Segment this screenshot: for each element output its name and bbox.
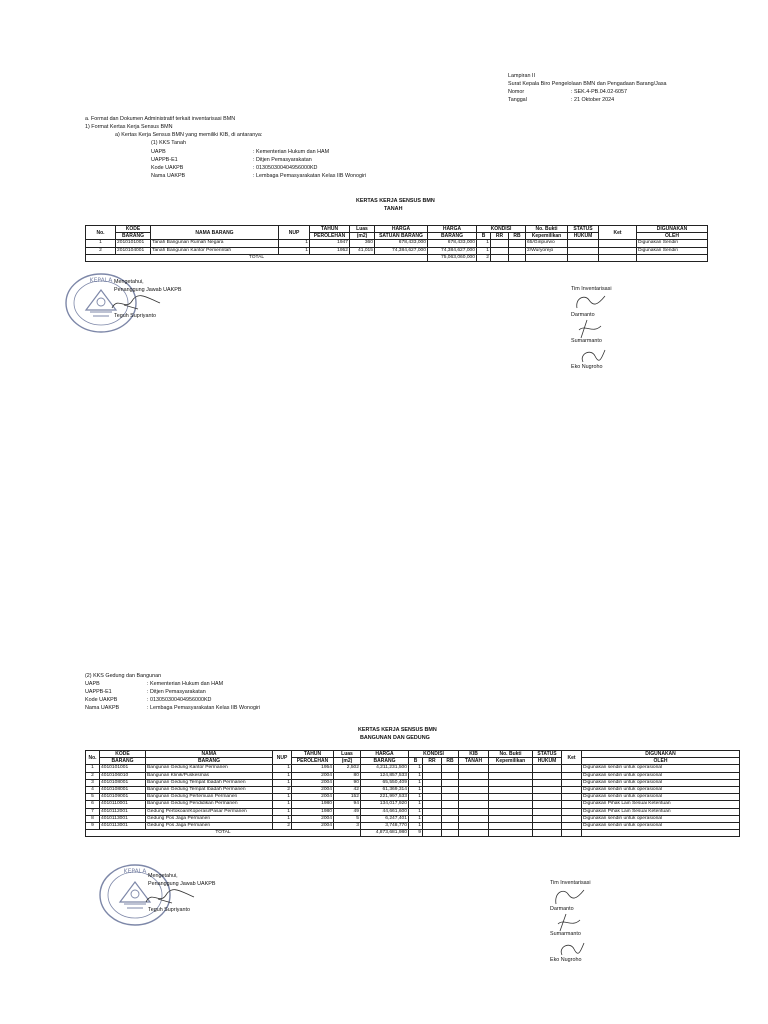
cell-empty xyxy=(489,815,533,822)
cell-digunakan: Digunakan sendiri untuk operasional xyxy=(582,815,740,822)
cell-empty xyxy=(423,772,442,779)
cell-rb xyxy=(509,247,526,254)
th-nama: NAMA BARANG xyxy=(151,226,279,240)
nomor-label: Nomor xyxy=(508,89,525,95)
cell-nup: 1 xyxy=(279,240,310,247)
th-nup: NUP xyxy=(273,751,292,765)
th-ket: Ket xyxy=(562,751,582,765)
cell-harga: 74,384,627,000 xyxy=(428,247,477,254)
cell-kode: 2010104001 xyxy=(116,247,151,254)
th-bukti: No. Bukti xyxy=(489,751,533,758)
th-luas-2: (m2) xyxy=(334,758,361,765)
signature-eko xyxy=(571,344,611,364)
cell-no: 8 xyxy=(86,815,100,822)
cell-no: 1 xyxy=(86,240,116,247)
cell-b: 1 xyxy=(409,779,423,786)
th-ket: Ket xyxy=(599,226,637,240)
total-b: 9 xyxy=(409,830,423,837)
intro-kks-tanah: (1) KKS Tanah xyxy=(151,140,186,146)
th-harga: HARGA xyxy=(428,226,477,233)
th-tahun: TAHUN xyxy=(310,226,350,233)
cell-empty xyxy=(533,779,562,786)
cell-empty xyxy=(423,765,442,772)
info-label: UAPB xyxy=(151,149,166,155)
cell-harga: 678,433,000 xyxy=(428,240,477,247)
member-name: Sumarmanto xyxy=(550,931,581,937)
cell-b: 1 xyxy=(409,815,423,822)
th-rr: RR xyxy=(423,758,442,765)
cell-no: 2 xyxy=(86,247,116,254)
surat-title: Surat Kepala Biro Pengelolaan BMN dan Pengadaan Barang/Jasa xyxy=(508,81,667,87)
cell-kode: 4010106010 xyxy=(100,772,146,779)
signature-teguh xyxy=(142,887,198,907)
th-kode-2: BARANG xyxy=(100,758,146,765)
cell-tahun: 2004 xyxy=(292,787,334,794)
gedung-title: KERTAS KERJA SENSUS BMN xyxy=(358,727,437,733)
cell-empty xyxy=(489,772,533,779)
signature-teguh xyxy=(108,293,164,313)
info-label: Nama UAKPB xyxy=(85,705,120,711)
cell-luas: 80 xyxy=(334,772,361,779)
cell-harga: 124,857,533 xyxy=(361,772,409,779)
cell-empty xyxy=(423,815,442,822)
cell-bukti: 2/Wuryorejo xyxy=(526,247,568,254)
info-label: UAPPB-E1 xyxy=(85,689,112,695)
cell-empty xyxy=(489,765,533,772)
th-nup: NUP xyxy=(279,226,310,240)
cell-b: 1 xyxy=(409,801,423,808)
th-status: STATUS xyxy=(533,751,562,758)
cell-empty xyxy=(562,772,582,779)
total-row xyxy=(86,254,708,261)
th-no: No. xyxy=(86,751,100,765)
cell-harga: 44,661,600 xyxy=(361,808,409,815)
cell-empty xyxy=(562,808,582,815)
th-kode: KODE xyxy=(100,751,146,758)
cell-b: 1 xyxy=(409,794,423,801)
cell-rr xyxy=(491,247,509,254)
cell-luas: 152 xyxy=(334,794,361,801)
penanggung-label: Penanggung Jawab UAKPB xyxy=(148,881,216,887)
cell-ket xyxy=(599,240,637,247)
cell-no: 3 xyxy=(86,779,100,786)
cell-empty xyxy=(459,772,489,779)
cell-luas: 2,502 xyxy=(334,765,361,772)
cell-nup: 1 xyxy=(273,801,292,808)
cell-nama: Bangunan Klinik/Puskesmas xyxy=(146,772,273,779)
th-nama-2: BARANG xyxy=(146,758,273,765)
total-harga: 75,063,060,000 xyxy=(428,254,477,261)
th-nama: NAMA xyxy=(146,751,273,758)
th-luas: Luas xyxy=(350,226,375,233)
cell-empty xyxy=(459,787,489,794)
total-label: TOTAL xyxy=(86,830,361,837)
cell-tahun: 2004 xyxy=(292,779,334,786)
th-tahun-2: PEROLEHAN xyxy=(292,758,334,765)
cell-empty xyxy=(423,779,442,786)
cell-kode: 4010108001 xyxy=(100,787,146,794)
total-label: TOTAL xyxy=(86,254,428,261)
cell-nup: 1 xyxy=(273,772,292,779)
cell-tahun: 2004 xyxy=(292,815,334,822)
cell-ket xyxy=(599,247,637,254)
mengetahui-label: Mengetahui, xyxy=(114,279,144,285)
cell-tahun: 2004 xyxy=(292,794,334,801)
th-harga-satuan: HARGA xyxy=(375,226,428,233)
info-value: : Ditjen Pemasyarakatan xyxy=(253,157,312,163)
table-row xyxy=(86,815,740,822)
th-kode: KODE xyxy=(116,226,151,233)
th-harga-satuan-2: SATUAN BARANG xyxy=(375,233,428,240)
intro-line-1: 1) Format Kertas Kerja Sensus BMN xyxy=(85,124,173,130)
cell-rr xyxy=(491,240,509,247)
cell-status xyxy=(568,247,599,254)
member-name: Sumarmanto xyxy=(571,338,602,344)
table-row xyxy=(86,787,740,794)
th-digunakan: DIGUNAKAN xyxy=(582,751,740,758)
cell-empty xyxy=(533,808,562,815)
cell-no: 4 xyxy=(86,787,100,794)
cell-luas: 5 xyxy=(334,815,361,822)
cell-empty xyxy=(562,779,582,786)
cell-empty xyxy=(423,801,442,808)
cell-digunakan: Digunakan Pihak Lain Sesuai Ketentuan xyxy=(582,808,740,815)
cell-empty xyxy=(489,801,533,808)
lampiran-label: Lampiran II xyxy=(508,73,535,79)
signature-sumarmanto xyxy=(571,318,611,340)
penanggung-name: Teguh Supriyanto xyxy=(148,907,190,913)
cell-empty xyxy=(533,794,562,801)
cell-rb xyxy=(509,240,526,247)
cell-nama: Bangunan Gedung Kantor Permanen xyxy=(146,765,273,772)
signature-darmanto xyxy=(550,886,590,906)
cell-kode: 4010113001 xyxy=(100,823,146,830)
cell-empty xyxy=(533,787,562,794)
cell-kode: 4010113001 xyxy=(100,815,146,822)
th-kib-2: TANAH xyxy=(459,758,489,765)
cell-nama: Gedung Pos Jaga Permanen xyxy=(146,815,273,822)
cell-tahun: 1947 xyxy=(310,240,350,247)
cell-empty xyxy=(562,823,582,830)
th-tahun-2: PEROLEHAN xyxy=(310,233,350,240)
cell-digunakan: Digunakan sendiri untuk operasional xyxy=(582,787,740,794)
cell-empty xyxy=(562,815,582,822)
cell-harga: 4,211,231,500 xyxy=(361,765,409,772)
kks-gedung-label: (2) KKS Gedung dan Bangunan xyxy=(85,673,162,679)
cell-kode: 2010101001 xyxy=(116,240,151,247)
cell-empty xyxy=(459,815,489,822)
cell-empty xyxy=(489,787,533,794)
th-status: STATUS xyxy=(568,226,599,233)
info-label: UAPPB-E1 xyxy=(151,157,178,163)
info-value: : Kementerian Hukum dan HAM xyxy=(147,681,224,687)
cell-empty xyxy=(489,794,533,801)
cell-nama: Bangunan Gedung Tempat Ibadah Permanen xyxy=(146,779,273,786)
cell-luas: 41,015 xyxy=(350,247,375,254)
th-kode-2: BARANG xyxy=(116,233,151,240)
cell-nup: 1 xyxy=(273,794,292,801)
tanah-subtitle: TANAH xyxy=(384,206,403,212)
tanah-title: KERTAS KERJA SENSUS BMN xyxy=(356,198,435,204)
cell-no: 1 xyxy=(86,765,100,772)
cell-harga: 134,017,920 xyxy=(361,801,409,808)
cell-empty xyxy=(423,787,442,794)
cell-empty xyxy=(459,765,489,772)
table-row xyxy=(86,247,708,254)
cell-nup: 1 xyxy=(273,815,292,822)
th-kondisi: KONDISI xyxy=(477,226,526,233)
cell-harga: 61,369,314 xyxy=(361,787,409,794)
cell-harga: 221,997,533 xyxy=(361,794,409,801)
th-rb: RB xyxy=(442,758,459,765)
intro-line-a: a. Format dan Dokumen Administratif terkait inventarisasi BMN xyxy=(85,116,236,122)
info-value: : Ditjen Pemasyarakatan xyxy=(147,689,206,695)
cell-empty xyxy=(442,823,459,830)
seal-text: KEPALA xyxy=(123,868,147,875)
th-status-2: HUKUM xyxy=(568,233,599,240)
table-row xyxy=(86,240,708,247)
cell-luas: 90 xyxy=(334,779,361,786)
cell-digunakan: Digunakan Sendiri xyxy=(637,247,708,254)
total-harga: 4,873,681,980 xyxy=(361,830,409,837)
cell-luas: 3 xyxy=(334,823,361,830)
cell-tahun: 1954 xyxy=(292,765,334,772)
tanah-table xyxy=(85,225,708,262)
cell-empty xyxy=(442,808,459,815)
cell-tahun: 2004 xyxy=(292,772,334,779)
cell-empty xyxy=(442,765,459,772)
tanggal-value: : 21 Oktober 2024 xyxy=(571,97,615,103)
cell-empty xyxy=(489,779,533,786)
th-digunakan-2: OLEH xyxy=(637,233,708,240)
cell-empty xyxy=(533,772,562,779)
info-label: UAPB xyxy=(85,681,100,687)
cell-empty xyxy=(562,787,582,794)
table-row xyxy=(86,823,740,830)
th-b: B xyxy=(409,758,423,765)
cell-empty xyxy=(442,772,459,779)
cell-empty xyxy=(489,823,533,830)
cell-empty xyxy=(442,779,459,786)
th-harga-2: BARANG xyxy=(428,233,477,240)
cell-empty xyxy=(459,801,489,808)
cell-nup: 1 xyxy=(273,765,292,772)
cell-empty xyxy=(459,823,489,830)
cell-empty xyxy=(533,815,562,822)
gedung-subtitle: BANGUNAN DAN GEDUNG xyxy=(360,735,430,741)
cell-empty xyxy=(442,801,459,808)
th-digunakan-2: OLEH xyxy=(582,758,740,765)
cell-luas: 42 xyxy=(334,787,361,794)
cell-b: 1 xyxy=(409,823,423,830)
member-name: Eko Nugroho xyxy=(571,364,603,370)
cell-harga: 3,748,770 xyxy=(361,823,409,830)
table-row xyxy=(86,779,740,786)
cell-empty xyxy=(562,794,582,801)
th-bukti-2: Kepemilikan xyxy=(526,233,568,240)
nomor-value: : SEK.4-PB.04.02-6057 xyxy=(571,89,628,95)
info-label: Nama UAKPB xyxy=(151,173,186,179)
cell-empty xyxy=(459,808,489,815)
member-name: Darmanto xyxy=(550,906,574,912)
cell-empty xyxy=(489,808,533,815)
cell-kode: 4010112001 xyxy=(100,808,146,815)
cell-empty xyxy=(442,815,459,822)
gedung-table xyxy=(85,750,740,837)
cell-tahun: 1952 xyxy=(310,247,350,254)
th-harga: HARGA xyxy=(361,751,409,758)
th-bukti: No. Bukti xyxy=(526,226,568,233)
table-row xyxy=(86,765,740,772)
cell-b: 1 xyxy=(409,787,423,794)
cell-nup: 1 xyxy=(279,247,310,254)
cell-nup: 1 xyxy=(273,808,292,815)
cell-status xyxy=(568,240,599,247)
cell-digunakan: Digunakan sendiri untuk operasional xyxy=(582,823,740,830)
cell-kode: 4010109001 xyxy=(100,794,146,801)
info-value: : Lembaga Pemasyarakatan Kelas IIB Wonogiri xyxy=(147,705,261,711)
th-harga-2: BARANG xyxy=(361,758,409,765)
cell-luas: 94 xyxy=(334,801,361,808)
cell-empty xyxy=(533,823,562,830)
cell-no: 5 xyxy=(86,794,100,801)
intro-line-a2: a) Kertas Kerja Sensus BMN yang memiliki KIB, di antaranya: xyxy=(115,132,263,138)
cell-empty xyxy=(562,801,582,808)
cell-kode: 4010108001 xyxy=(100,779,146,786)
member-name: Eko Nugroho xyxy=(550,957,582,963)
cell-nama: Bangunan Gedung Pendidikan Permanen xyxy=(146,801,273,808)
cell-no: 9 xyxy=(86,823,100,830)
total-row xyxy=(86,830,740,837)
cell-empty xyxy=(533,801,562,808)
penanggung-label: Penanggung Jawab UAKPB xyxy=(114,287,182,293)
tim-inventarisasi-label: Tim Inventarisasi xyxy=(571,286,612,292)
table-row xyxy=(86,801,740,808)
cell-empty xyxy=(459,779,489,786)
th-b: B xyxy=(477,233,491,240)
cell-digunakan: Digunakan sendiri untuk operasional xyxy=(582,779,740,786)
signature-darmanto xyxy=(571,292,611,310)
cell-harga-satuan: 74,384,627,000 xyxy=(375,247,428,254)
total-b: 2 xyxy=(477,254,491,261)
cell-nama: Bangunan Gedung Pertemuan Permanen xyxy=(146,794,273,801)
th-luas-2: (m2) xyxy=(350,233,375,240)
cell-nama: Tanah Bangunan Kantor Pemerintah xyxy=(151,247,279,254)
cell-nama: Gedung Pos Jaga Permanen xyxy=(146,823,273,830)
mengetahui-label: Mengetahui, xyxy=(148,873,178,879)
info-label: Kode UAKPB xyxy=(85,697,118,703)
th-luas: Luas xyxy=(334,751,361,758)
cell-empty xyxy=(442,787,459,794)
cell-nup: 2 xyxy=(273,787,292,794)
cell-empty xyxy=(533,765,562,772)
cell-tahun: 1980 xyxy=(292,801,334,808)
signature-eko xyxy=(550,937,590,957)
cell-digunakan: Digunakan sendiri untuk operasional xyxy=(582,765,740,772)
tim-inventarisasi-label: Tim Inventarisasi xyxy=(550,880,591,886)
th-kib: KIB xyxy=(459,751,489,758)
cell-no: 6 xyxy=(86,801,100,808)
th-rr: RR xyxy=(491,233,509,240)
cell-harga: 6,247,401 xyxy=(361,815,409,822)
th-digunakan: DIGUNAKAN xyxy=(637,226,708,233)
info-value: : 013050300404956000KD xyxy=(253,165,318,171)
cell-digunakan: Digunakan sendiri untuk operasional xyxy=(582,772,740,779)
th-kondisi: KONDISI xyxy=(409,751,459,758)
th-rb: RB xyxy=(509,233,526,240)
cell-b: 1 xyxy=(477,240,491,247)
cell-b: 1 xyxy=(477,247,491,254)
info-value: : Kementerian Hukum dan HAM xyxy=(253,149,330,155)
cell-digunakan: Digunakan sendiri untuk operasional xyxy=(582,794,740,801)
table-row xyxy=(86,772,740,779)
cell-tahun: 1980 xyxy=(292,808,334,815)
info-value: : 013050300404956000KD xyxy=(147,697,212,703)
cell-nup: 1 xyxy=(273,779,292,786)
tanggal-label: Tanggal xyxy=(508,97,527,103)
cell-no: 2 xyxy=(86,772,100,779)
cell-harga-satuan: 678,433,000 xyxy=(375,240,428,247)
cell-empty xyxy=(562,765,582,772)
member-name: Darmanto xyxy=(571,312,595,318)
cell-kode: 4010101001 xyxy=(100,765,146,772)
seal-text: KEPALA xyxy=(89,277,113,284)
cell-b: 1 xyxy=(409,808,423,815)
cell-nama: Gedung Pertokoan/Koperasi/Pasar Permanen xyxy=(146,808,273,815)
cell-nup: 2 xyxy=(273,823,292,830)
cell-digunakan: Digunakan Sendiri xyxy=(637,240,708,247)
cell-empty xyxy=(442,794,459,801)
cell-empty xyxy=(423,823,442,830)
cell-b: 1 xyxy=(409,765,423,772)
penanggung-name: Teguh Supriyanto xyxy=(114,313,156,319)
cell-luas: 360 xyxy=(350,240,375,247)
cell-no: 7 xyxy=(86,808,100,815)
cell-empty xyxy=(459,794,489,801)
table-row xyxy=(86,808,740,815)
th-status-2: HUKUM xyxy=(533,758,562,765)
info-label: Kode UAKPB xyxy=(151,165,184,171)
info-value: : Lembaga Pemasyarakatan Kelas IIB Wonogiri xyxy=(253,173,367,179)
cell-kode: 4010110001 xyxy=(100,801,146,808)
cell-luas: 49 xyxy=(334,808,361,815)
cell-tahun: 2004 xyxy=(292,823,334,830)
cell-digunakan: Digunakan Pihak Lain Sesuai Ketentuan xyxy=(582,801,740,808)
th-bukti-2: Kepemilikan xyxy=(489,758,533,765)
cell-b: 1 xyxy=(409,772,423,779)
th-no: No. xyxy=(86,226,116,240)
th-tahun: TAHUN xyxy=(292,751,334,758)
cell-empty xyxy=(423,808,442,815)
cell-nama: Bangunan Gedung Tempat Ibadah Permanen xyxy=(146,787,273,794)
table-row xyxy=(86,794,740,801)
cell-harga: 65,550,409 xyxy=(361,779,409,786)
cell-bukti: 65/Giripurwo xyxy=(526,240,568,247)
cell-nama: Tanah Bangunan Rumah Negara xyxy=(151,240,279,247)
signature-sumarmanto xyxy=(550,912,590,932)
cell-empty xyxy=(423,794,442,801)
